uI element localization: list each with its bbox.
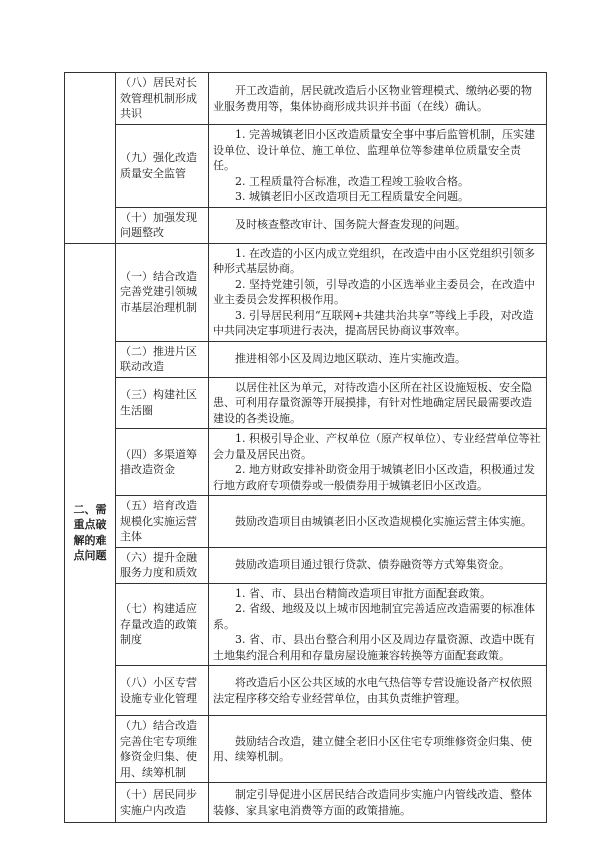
item-title: （八）小区专营设施专业化管理 [116,666,209,716]
table-row [65,547,547,583]
item-title: （十）加强发现问题整改 [116,207,209,243]
content-line: 鼓励改造项目通过银行贷款、债券融资等方式筹集资金。 [235,558,510,572]
item-content [209,341,547,377]
content-line: 2. 坚持党建引领，引导改造的小区选举业主委员会，在改造中业主委员会发挥积极作用。 [213,277,535,306]
content-line: 鼓励结合改造，建立健全老旧小区住宅专项维修资金归集、使用、续筹机制。 [213,734,532,763]
content-line: 1. 省、市、县出台精简改造项目审批方面配套政策。 [235,586,491,600]
content-line: 开工改造前，居民就改造后小区物业管理模式、缴纳必要的物业服务费用等，集体协商形成共识并书面（在线）确认。 [213,84,532,113]
content-line: 1. 完善城镇老旧小区改造质量安全事中事后监管机制，压实建设单位、设计单位、施工单位、监理单位等参建单位质量安全责任。 [213,128,535,172]
item-title: （四）多渠道筹措改造资金 [116,429,209,496]
category-cell: 二、需重点破解的难点问题 [65,243,116,823]
table-row [65,125,547,208]
item-title: （九）强化改造质量安全监管 [116,125,209,208]
table-row [65,716,547,783]
content-line: 2. 工程质量符合标准，改造工程竣工验收合格。 [235,174,469,188]
content-line: 推进相邻小区及周边地区联动、连片实施改造。 [235,352,466,366]
item-content [209,783,547,823]
table-row [65,341,547,377]
content-line: 将改造后小区公共区域的水电气热信等专营设施设备产权依照法定程序移交给专业经营单位，由其负责维护管理。 [213,676,532,705]
table-row [65,243,547,341]
content-line: 3. 引导居民利用“互联网+共建共治共享”等线上手段，对改造中共同决定事项进行表决，提高居民协商议事效率。 [213,308,534,337]
document-table [64,72,547,823]
item-content [209,243,547,341]
table-row [65,666,547,716]
item-content [209,73,547,125]
item-title: （五）培育改造规模化实施运营主体 [116,496,209,548]
item-content [209,496,547,548]
content-line: 及时核查整改审计、国务院大督查发现的问题。 [235,218,466,232]
content-line: 1. 在改造的小区内成立党组织，在改造中由小区党组织引领多种形式基层协商。 [213,246,535,275]
content-line: 以居住社区为单元，对待改造小区所在社区设施短板、安全隐患、可利用存量资源等开展摸排，有针对性地确定居民最需要改造建设的各类设施。 [213,380,532,425]
item-title: （三）构建社区生活圈 [116,377,209,429]
item-title: （六）提升金融服务力度和质效 [116,547,209,583]
content-line: 2. 省级、地级及以上城市因地制宜完善适应改造需要的标准体系。 [213,602,535,631]
item-content [209,377,547,429]
content-line: 制定引导促进小区居民结合改造同步实施户内管线改造、整体装修、家具家电消费等方面的政策措施。 [213,788,532,817]
item-title: （十）居民同步实施户内改造 [116,783,209,823]
category-cell-empty [65,73,116,244]
content-line: 鼓励改造项目由城镇老旧小区改造规模化实施运营主体实施。 [235,514,532,528]
content-line: 3. 城镇老旧小区改造项目无工程质量安全问题。 [235,190,469,203]
table-row [65,783,547,823]
table-row [65,583,547,666]
item-title: （七）构建适应存量改造的政策制度 [116,583,209,666]
item-content [209,666,547,716]
table-row [65,207,547,243]
item-content [209,207,547,243]
content-line: 1. 积极引导企业、产权单位（原产权单位）、专业经营单位等社会力量及居民出资。 [213,432,541,461]
item-content [209,716,547,783]
content-line: 2. 地方财政安排补助资金用于城镇老旧小区改造，积极通过发行地方政府专项债券或一般债券用于城镇老旧小区改造。 [213,463,535,492]
item-title: （二）推进片区联动改造 [116,341,209,377]
item-content [209,547,547,583]
item-content [209,429,547,496]
item-title: （九）结合改造完善住宅专项维修资金归集、使用、续筹机制 [116,716,209,783]
item-content [209,125,547,208]
table-row [65,377,547,429]
table-row [65,429,547,496]
item-content [209,583,547,666]
item-title: （一）结合改造完善党建引领城市基层治理机制 [116,243,209,341]
table-row [65,496,547,548]
table-row [65,73,547,125]
content-line: 3. 省、市、县出台整合利用小区及周边存量资源、改造中既有土地集约混合利用和存量房屋设施兼容转换等方面配套政策。 [213,633,535,662]
item-title: （八）居民对长效管理机制形成共识 [116,73,209,125]
